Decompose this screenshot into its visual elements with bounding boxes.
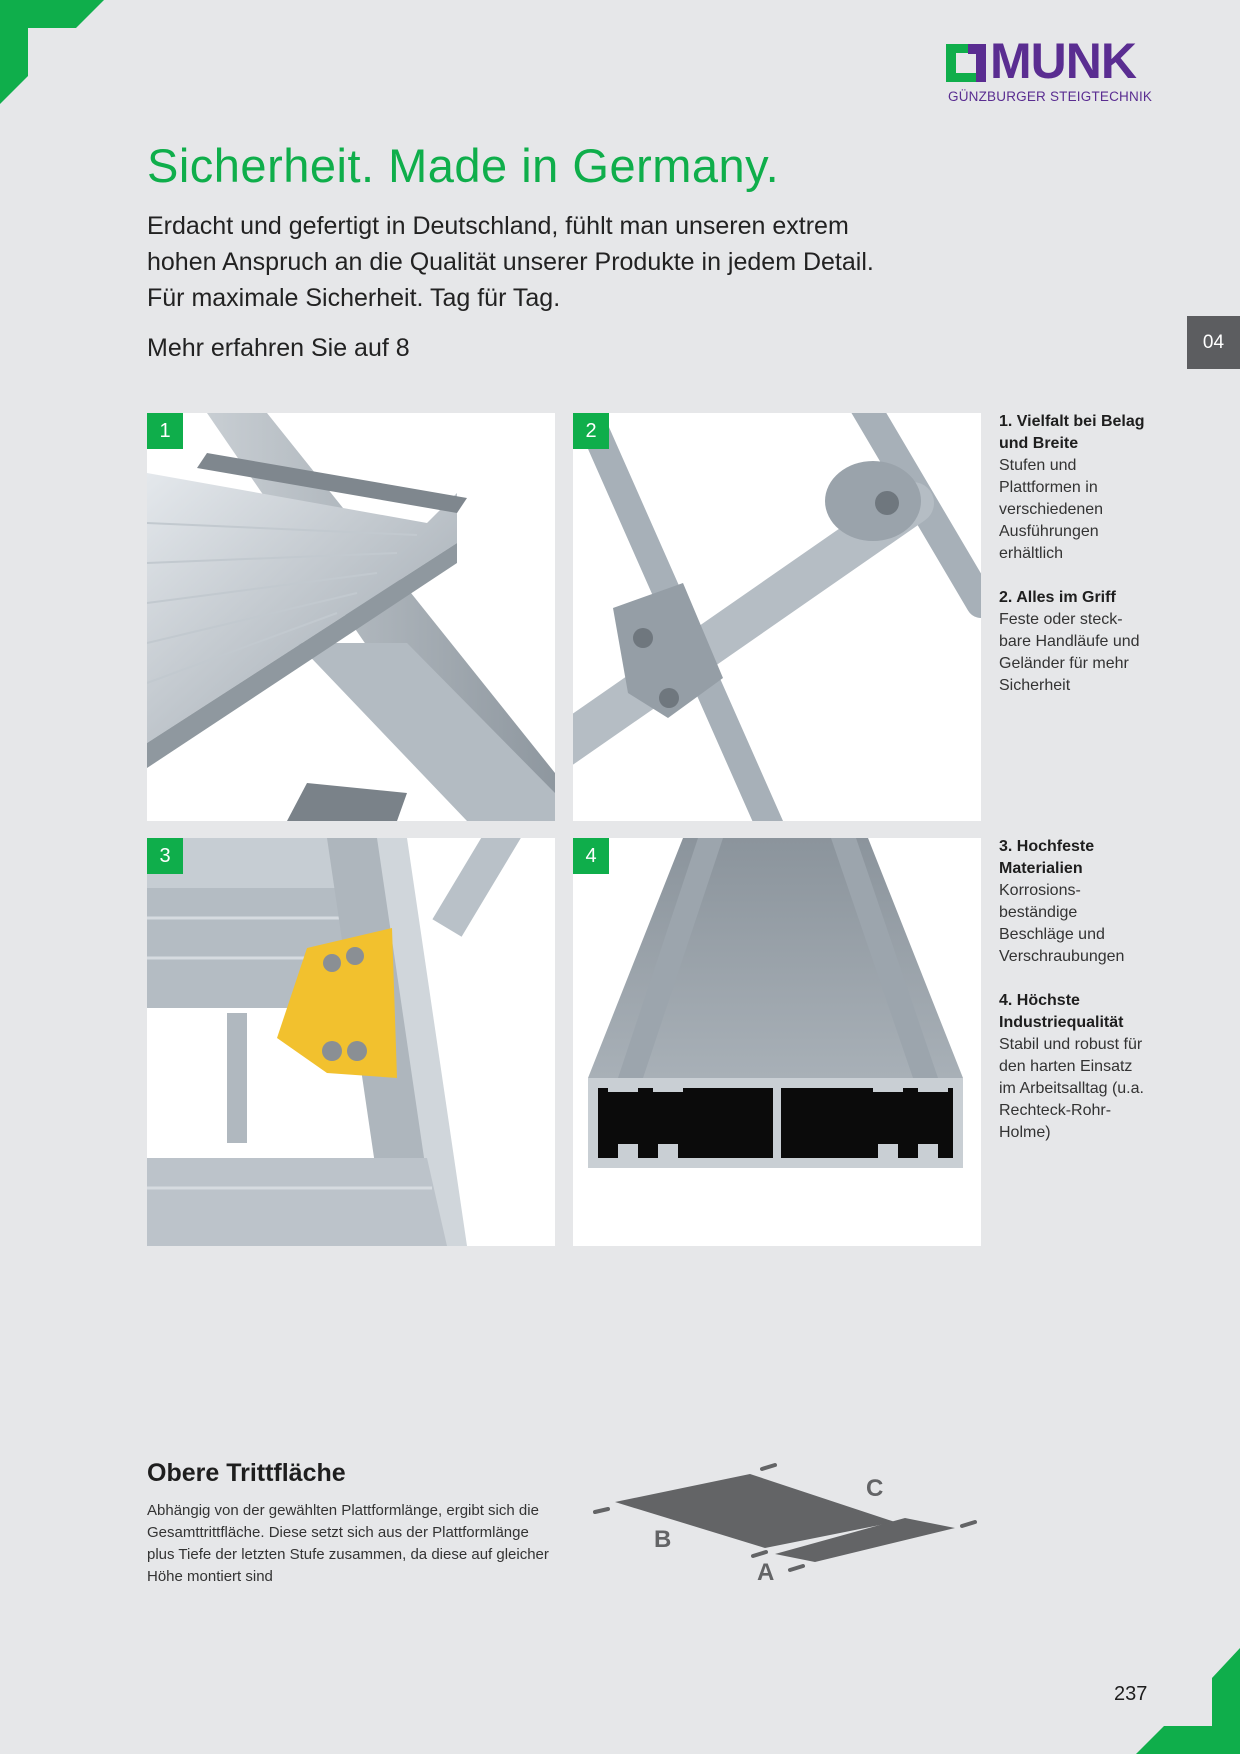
bracket-bolts-photo-icon [147, 838, 555, 1246]
feature-title: 4. Höchste Industriequalität [999, 992, 1124, 1031]
tread-area-diagram [590, 1460, 990, 1590]
photo-badge: 4 [573, 838, 609, 874]
feature-item [999, 836, 1149, 968]
feature-title: 1. Vielfalt bei Belag und Breite [999, 413, 1145, 452]
tread-label-a: A [757, 1559, 775, 1586]
tread-heading: Obere Trittfläche [147, 1459, 346, 1487]
feature-description: Stufen und Plattformen in verschiedenen Ausführungen erhältlich [999, 457, 1104, 562]
feature-title: 2. Alles im Griff [999, 589, 1116, 606]
corner-decoration-bottom-right [1134, 1648, 1240, 1754]
corner-decoration-top-left [0, 0, 106, 106]
feature-list-bottom [999, 836, 1149, 1166]
tread-label-c: C [866, 1475, 884, 1502]
photo-3 [147, 838, 555, 1246]
munk-logo-icon [946, 44, 986, 82]
photo-badge: 3 [147, 838, 183, 874]
photo-badge: 1 [147, 413, 183, 449]
rectangular-profile-photo-icon [573, 838, 981, 1246]
photo-badge: 2 [573, 413, 609, 449]
feature-list-top [999, 411, 1149, 719]
feature-description: Korrosions-beständige Beschläge und Verschraubungen [999, 882, 1125, 965]
lead-paragraph: Erdacht und gefertigt in Deutschland, fühlt man unseren extrem hohen Anspruch an die Qualität unserer Produkte in jedem Detail. Für maximale Sicherheit. Tag für Tag. [147, 212, 874, 312]
more-info-reference: Mehr erfahren Sie auf 8 [147, 334, 410, 362]
section-tab[interactable]: 04 [1187, 316, 1240, 369]
feature-description: Stabil und robust für den harten Einsatz im Arbeitsalltag (u.a. Rechteck-Rohr-Holme) [999, 1036, 1144, 1141]
photo-2 [573, 413, 981, 821]
feature-item [999, 990, 1149, 1144]
handrail-clamp-photo-icon [573, 413, 981, 821]
brand-tagline: GÜNZBURGER STEIGTECHNIK [948, 89, 1153, 104]
feature-title: 3. Hochfeste Materialien [999, 838, 1095, 877]
brand-name: MUNK [990, 33, 1136, 89]
tread-label-b: B [654, 1526, 672, 1553]
photo-4 [573, 838, 981, 1246]
page-title: Sicherheit. Made in Germany. [147, 139, 780, 192]
photo-1 [147, 413, 555, 821]
feature-item [999, 411, 1149, 565]
feature-item [999, 587, 1149, 697]
page-number: 237 [1114, 1683, 1148, 1705]
platform-step-photo-icon [147, 413, 555, 821]
feature-description: Feste oder steck-bare Handläufe und Geländer für mehr Sicherheit [999, 611, 1140, 694]
tread-description: Abhängig von der gewählten Plattformlänge, ergibt sich die Gesamttrittfläche. Diese setzt sich aus der Plattformlänge plus Tiefe der letzten Stufe zusammen, da diese auf gleicher Höhe montiert sind [147, 1502, 549, 1585]
